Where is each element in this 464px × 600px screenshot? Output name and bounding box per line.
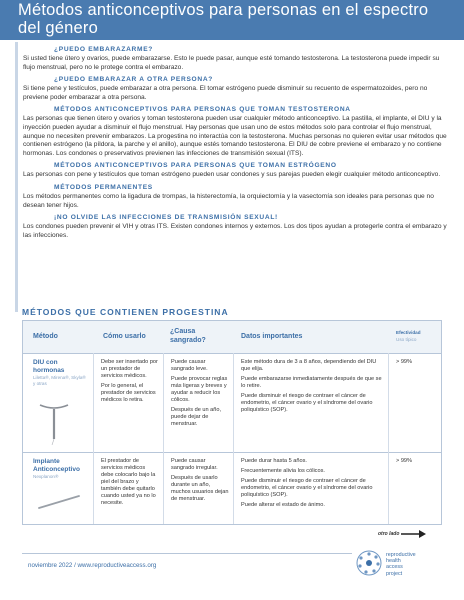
logo-line: health [386,558,401,565]
bleeding-text: Después de usarlo durante un año, muchos usuarios dejan de menstruar. [171,475,229,502]
info-text: Puede durar hasta 5 años. [241,458,307,464]
col-method: Método [33,333,58,340]
info-cell [241,359,383,417]
col-bleeding: ¿Causa sangrado? [170,328,206,344]
section-heading: MÉTODOS PERMANENTES [54,183,153,191]
info-text: Frecuentemente alivia los cólicos. [241,468,325,474]
col-divider [93,452,94,524]
section-permanent [23,183,452,210]
col-divider [163,452,164,524]
page-title: Métodos anticonceptivos para personas en el espectro del género [18,1,429,37]
effectiveness-value: > 99% [396,359,413,365]
info-text: Puede disminuir el riesgo de contraer el cáncer de endometrio, el cáncer ovario y el síndrome del ovario poliquístico (SOP). [241,393,373,413]
section-impregnate [23,75,452,102]
section-heading: ¿PUEDO EMBARAZARME? [54,46,154,53]
implant-icon [35,492,83,512]
section-pregnant [23,45,452,72]
col-info: Datos importantes [241,333,303,340]
info-cell [241,458,383,512]
how-text: Debe ser insertado por un prestador de servicios médicos. [101,359,158,379]
col-how: Cómo usarlo [103,333,146,340]
section-heading: MÉTODOS ANTICONCEPTIVOS PARA PERSONAS QUE TOMAN TESTOSTERONA [54,106,351,114]
col-divider [388,353,389,452]
col-effectiveness: Efectividad [396,330,421,335]
section-heading: ¿PUEDO EMBARAZAR A OTRA PERSONA? [54,76,214,84]
col-divider [233,353,234,452]
section-text: Los condones pueden prevenir el VIH y otras ITS. Existen condones internos y externos. Los dos tipos ayudan a protegerle contra el embarazo y las infecciones. [23,223,447,239]
bleeding-text: Puede causar sangrado leve. [171,359,208,372]
col-effectiveness-sub: Uso típico [396,337,417,342]
section-testosterone [23,105,452,158]
info-text: Puede embarazarse inmediatamente después de que se lo retire. [241,376,382,389]
how-cell [101,458,159,510]
section-text: Las personas con pene y testículos que toman estrógeno pueden usar condones y sus parejas pueden elegir cualquier método anticonceptivo. [23,171,441,179]
bleeding-text: Después de un año, puede dejar de menstruar. [171,407,222,427]
col-divider [163,353,164,452]
section-text: Los métodos permanentes como la ligadura de trompas, la histerectomía, la orquiectomía y la vasectomía son ideales para personas que no desean tener hijos. [23,192,434,209]
how-text: Por lo general, el prestador de servicios médicos lo retira. [101,383,156,403]
methods-table [22,320,442,525]
bleeding-text: Puede causar sangrado irregular. [171,458,218,471]
col-divider [388,452,389,524]
bleeding-text: Puede provocar reglas más ligeras y breves y ayudar a reducir los cólicos. [171,376,228,403]
intro-sections [0,42,464,240]
section-text: Si tiene pene y testículos, puede embarazar a otra persona. El tomar estrógeno puede disminuir su recuento de espermatozoides, pero no previene poder embarazar a otra persona. [23,85,428,101]
info-text: Puede alterar el estado de ánimo. [241,502,325,508]
section-heading: ¡NO OLVIDE LAS INFECCIONES DE TRANSMISIÓN SEXUAL! [54,214,278,222]
table-header [23,321,441,354]
method-brands: Nexplanon® [33,474,59,479]
rhap-logo-icon [354,548,384,578]
bleeding-cell [171,359,229,431]
how-cell [101,359,159,407]
info-text: Puede disminuir el riesgo de contraer el cáncer de endometrio, el cáncer ovario y el síndrome del ovario poliquístico (SOP). [241,478,373,498]
method-name: DIU con hormonas [33,359,65,374]
logo-line: access [386,564,403,571]
rhap-logo-text [386,552,416,577]
method-cell [33,359,89,387]
footer-rule [22,553,352,554]
method-cell [33,458,91,480]
table-row [23,452,441,524]
info-text: Este método dura de 3 a 8 años, dependiendo del DIU que elija. [241,359,377,372]
bleeding-cell [171,458,229,506]
effectiveness-value: > 99% [396,458,413,464]
method-name: Implante Anticonceptivo [33,458,80,473]
col-divider [233,452,234,524]
method-brands: Liletta®, Mirena®, Skyla® y otras [33,375,86,386]
section-estrogen [23,161,452,180]
logo-line: project [386,570,403,577]
table-row [23,353,441,453]
section-sti [23,213,452,240]
footer-date-site: noviembre 2022 / www.reproductiveaccess.org [28,562,157,569]
logo-line: reproductive [386,552,416,558]
arrow-right-icon [400,530,426,538]
col-divider [93,353,94,452]
section-text: Si usted tiene útero y ovarios, puede embarazarse. Esto le puede pasar, aunque esté tomando testosterona. La testosterona puede impedir su flujo menstrual, pero no le protege contra el embarazo. [23,55,440,71]
how-text: El prestador de servicios médicos debe colocarlo bajo la piel del brazo y también debe quitarlo cuando usted ya no lo necesite. [101,458,156,506]
iud-icon [37,401,71,445]
section-heading: MÉTODOS ANTICONCEPTIVOS PARA PERSONAS QUE TOMAN ESTRÓGENO [54,162,337,170]
section-text: Las personas que tienen útero y ovarios y toman testosterona pueden usar cualquier método anticonceptivo. La pastilla, el implante, el DIU y la inyección pueden ayudar a disminuir el flujo menstrual. Hay personas que usan uno de estos métodos solo para controlar el flujo menstrual, aunque no necesiten prevenir embarazos. La progestina no interactúa con la testosterona. Muchas personas no quieren evitar usar métodos que contienen estrógeno (la píldora, la parche y el anillo), aunque estés tomando testosterona. El DIU de cobre previene el embarazo y no contiene hormonas. Los condones o preservativos previenen las infecciones de transmisión sexual (ITS). [23,115,447,157]
methods-table-title: MÉTODOS QUE CONTIENEN PROGESTINA [22,307,229,317]
next-page-label: otro lado [378,531,400,537]
